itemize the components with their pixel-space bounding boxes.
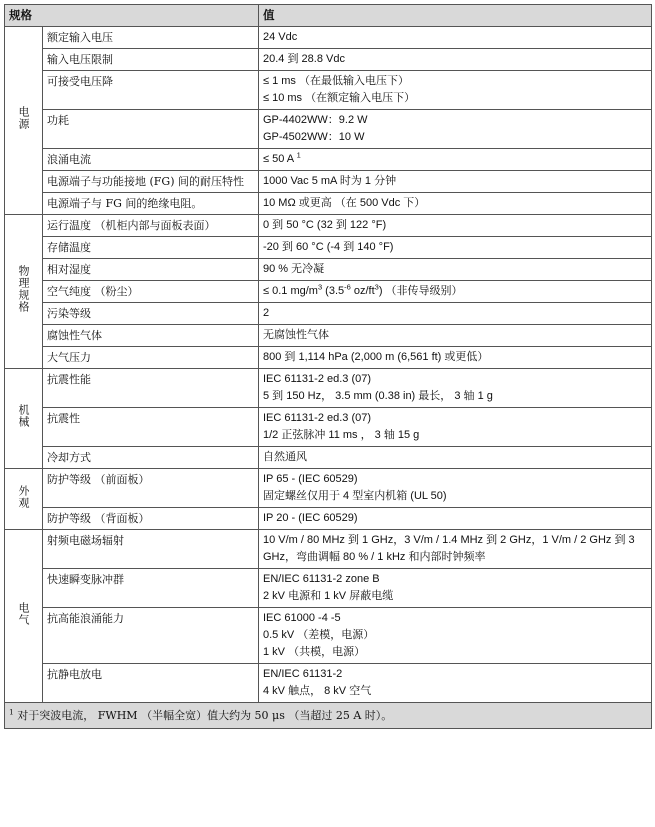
spec-name: 空气纯度 （粉尘）: [43, 281, 259, 303]
spec-name: 存储温度: [43, 237, 259, 259]
table-row: [5, 237, 652, 259]
spec-value: IEC 61000 -4 -5 0.5 kV （差模，电源） 1 kV （共模，电源）: [259, 608, 652, 664]
category-power: 电源: [5, 27, 43, 215]
table-row: [5, 408, 652, 447]
spec-name: 污染等级: [43, 303, 259, 325]
table-row: [5, 49, 652, 71]
spec-value: 0 到 50 °C (32 到 122 °F): [259, 215, 652, 237]
spec-value: 800 到 1,114 hPa (2,000 m (6,561 ft) 或更低）: [259, 347, 652, 369]
category-electrical: 电气: [5, 530, 43, 703]
category-appearance: 外观: [5, 469, 43, 530]
spec-value: ≤ 1 ms （在最低输入电压下） ≤ 10 ms （在额定输入电压下）: [259, 71, 652, 110]
table-row: [5, 569, 652, 608]
header-value: 值: [259, 5, 652, 27]
spec-name: 抗震性: [43, 408, 259, 447]
spec-value: 自然通风: [259, 447, 652, 469]
spec-value: 20.4 到 28.8 Vdc: [259, 49, 652, 71]
spec-value: IP 20 - (IEC 60529): [259, 508, 652, 530]
table-row: [5, 508, 652, 530]
spec-name: 浪涌电流: [43, 149, 259, 171]
spec-document: [4, 4, 651, 729]
table-row: [5, 469, 652, 508]
footnote-text: 对于突波电流， FWHM （半幅全宽）值大约为 50 μs （当超过 25 A 时）。: [13, 709, 393, 722]
spec-value: ≤ 0.1 $mg/m^3$ ($3.5^{-6}$ $oz/ft^3$) （非传导级别）: [259, 281, 652, 303]
table-row: [5, 303, 652, 325]
spec-value: IP 65 - (IEC 60529) 固定螺丝仅用于 4 型室内机箱 (UL 50): [259, 469, 652, 508]
footnote-marker: 1: [9, 707, 14, 717]
table-row: [5, 608, 652, 664]
spec-value: 24 Vdc: [259, 27, 652, 49]
table-row: [5, 193, 652, 215]
spec-name: 防护等级 （前面板）: [43, 469, 259, 508]
spec-name: 腐蚀性气体: [43, 325, 259, 347]
spec-value: 1000 Vac 5 mA 时为 1 分钟: [259, 171, 652, 193]
table-row: [5, 259, 652, 281]
table-row: [5, 369, 652, 408]
spec-value: IEC 61131-2 ed.3 (07) 5 到 150 Hz， 3.5 mm (0.38 in) 最长， 3 轴 1 g: [259, 369, 652, 408]
table-row: [5, 215, 652, 237]
footnote: [5, 703, 652, 729]
table-row: [5, 71, 652, 110]
spec-value: 2: [259, 303, 652, 325]
spec-name: 输入电压限制: [43, 49, 259, 71]
spec-value: -20 到 60 °C (-4 到 140 °F): [259, 237, 652, 259]
spec-name: 快速瞬变脉冲群: [43, 569, 259, 608]
spec-value: EN/IEC 61131-2 zone B 2 kV 电源和 1 kV 屏蔽电缆: [259, 569, 652, 608]
spec-value: EN/IEC 61131-2 4 kV 触点， 8 kV 空气: [259, 664, 652, 703]
spec-name: 射频电磁场辐射: [43, 530, 259, 569]
table-row: [5, 110, 652, 149]
spec-name: 电源端子与 FG 间的绝缘电阻。: [43, 193, 259, 215]
table-row: [5, 281, 652, 303]
category-mechanical: 机械: [5, 369, 43, 469]
spec-name: 冷却方式: [43, 447, 259, 469]
table-row: [5, 27, 652, 49]
spec-value: 90 % 无冷凝: [259, 259, 652, 281]
spec-value: GP-4402WW：9.2 W GP-4502WW：10 W: [259, 110, 652, 149]
table-row: [5, 149, 652, 171]
table-row: [5, 325, 652, 347]
table-row: [5, 530, 652, 569]
spec-name: 电源端子与功能接地 (FG) 间的耐压特性: [43, 171, 259, 193]
table-row: [5, 171, 652, 193]
spec-name: 抗静电放电: [43, 664, 259, 703]
spec-name: 抗震性能: [43, 369, 259, 408]
spec-name: 可接受电压降: [43, 71, 259, 110]
spec-name: 运行温度 （机柜内部与面板表面）: [43, 215, 259, 237]
category-physical: 物理规格: [5, 215, 43, 369]
spec-value: 10 V/m / 80 MHz 到 1 GHz，3 V/m / 1.4 MHz 到 2 GHz，1 V/m / 2 GHz 到 3 GHz，弯曲调幅 80 % / 1 kHz 和内部时钟频率: [259, 530, 652, 569]
spec-name: 额定输入电压: [43, 27, 259, 49]
table-header-row: [5, 5, 652, 27]
table-row: [5, 664, 652, 703]
spec-name: 相对湿度: [43, 259, 259, 281]
spec-name: 大气压力: [43, 347, 259, 369]
table-row: [5, 347, 652, 369]
spec-table: [4, 4, 652, 729]
spec-value: IEC 61131-2 ed.3 (07) 1/2 正弦脉冲 11 ms ， 3 轴 15 g: [259, 408, 652, 447]
spec-name: 功耗: [43, 110, 259, 149]
footnote-row: [5, 703, 652, 729]
table-row: [5, 447, 652, 469]
header-spec: 规格: [5, 5, 259, 27]
spec-name: 抗高能浪涌能力: [43, 608, 259, 664]
spec-value: 10 MΩ 或更高 （在 500 Vdc 下）: [259, 193, 652, 215]
spec-value: 无腐蚀性气体: [259, 325, 652, 347]
spec-name: 防护等级 （背面板）: [43, 508, 259, 530]
footnote-ref: 1: [296, 150, 301, 160]
spec-value: ≤ 50 A $^1$: [259, 149, 652, 171]
